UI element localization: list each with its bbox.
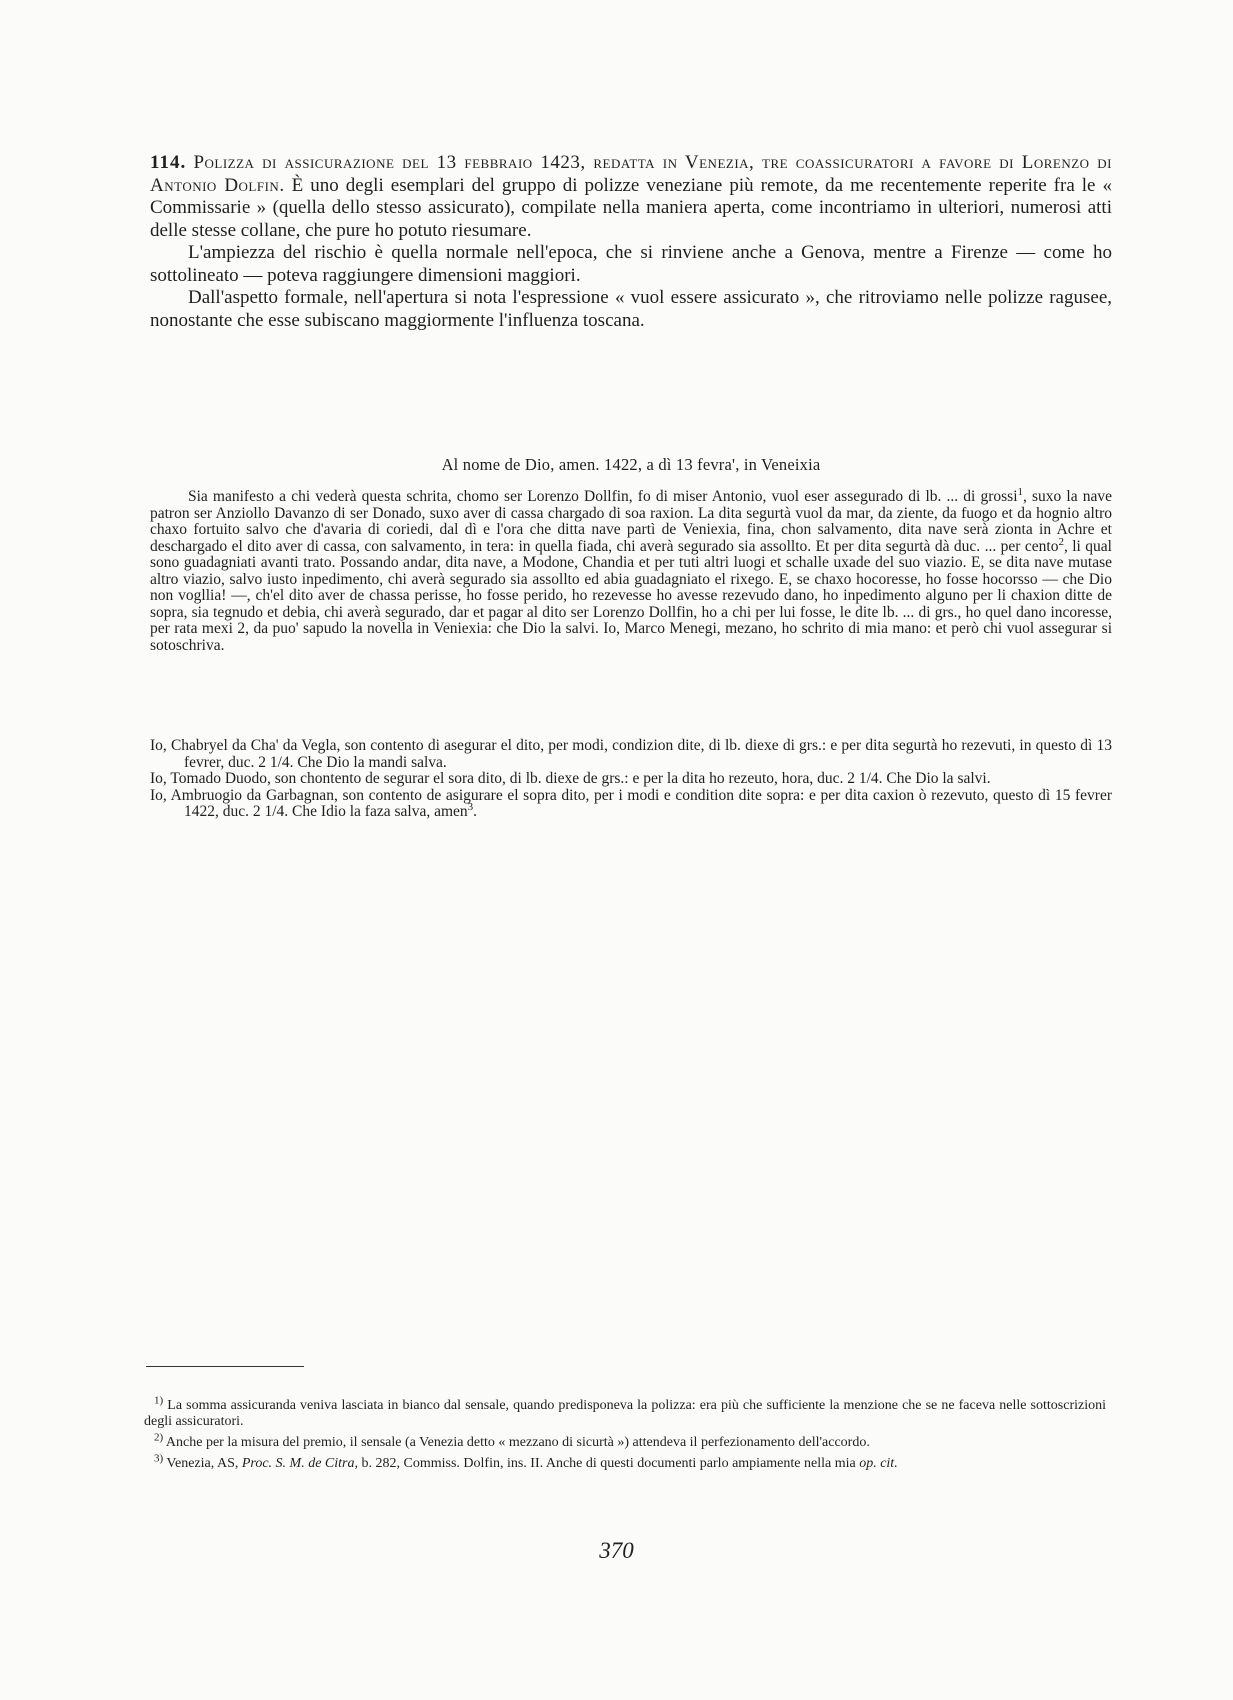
footnote-3-text-b: b. 282, Commiss. Dolfin, ins. II. Anche di questi documenti parlo ampiamente nella mia: [361, 1456, 856, 1471]
policy-text-part-1: Sia manifesto a chi vederà questa schrita, chomo ser Lorenzo Dollfin, fo di miser Antonio, vuol eser assegurado di lb. ... di grossi: [188, 488, 1018, 505]
footnote-3: [144, 1452, 1106, 1472]
heading-paragraph: [150, 152, 1112, 242]
signature-3-text: Io, Ambruogio da Garbagnan, son contento de asigurare el sopra dito, per i modi e condition dite sopra: e per dita caxion ò rezevuto, questo dì 15 fevrer 1422, duc. 2 1/4. Che Idio la faza salva, amen: [150, 786, 1112, 820]
document-title: Al nome de Dio, amen. 1422, a dì 13 fevra', in Veneixia: [441, 455, 821, 474]
footnote-2-text: Anche per la misura del premio, il sensale (a Venezia detto « mezzano di sicurtà ») attendeva il perfezionamento dell'accordo.: [165, 1435, 870, 1450]
footnote-divider: [146, 1366, 304, 1367]
footnotes: [144, 1394, 1106, 1477]
intro-paragraph-2: L'ampiezza del rischio è quella normale nell'epoca, che si rinviene anche a Genova, mentre a Firenze — come ho sottolineato — poteva raggiungere dimensioni maggiori.: [150, 242, 1112, 286]
footnote-3-mark: 3): [154, 1452, 164, 1465]
policy-text-part-3: , li qual sono guadagniati avanti trato. Possando andar, dita nave, a Modone, Chandia et per tuti altri luogi et schalle uxade del suo viazio. E, se dita nave mutase altro viazio, salvo iusto inpedimento, chi averà segurado sia assollto ed abia guadagniato el rixego. E, se chaxo hocoresse, ho fosse hocorsso — che Dio non vogllia! —, ch'el dito aver de chassa perisse, ho fosse perido, ho rezevesse ho avesse rezevudo dano, ho inpedimento alguno per li chaxion ditte de sopra, sia tegnudo et debia, chi averà segurado, dar et pagar al dito ser Lorenzo Dollfin, ho a chi per lui fosse, le dite lb. ... di grs., ho quel dano incoresse, per rata mexi 2, da puo' sapudo la novella in Veniexia: che Dio la salvi. Io, Marco Menegi, mezano, ho schrito di mia mano: et però chi vuol assegurar si sotoschriva.: [150, 537, 1112, 654]
signature-1: Io, Chabryel da Cha' da Vegla, son contento di asegurar el dito, per modi, condizion dite, di lb. diexe di grs.: e per dita segurtà ho rezevuti, in questo dì 13 fevrer, duc. 2 1/4. Che Dio la mandi salva.: [150, 737, 1112, 771]
footnote-3-citation: op. cit.: [859, 1456, 898, 1471]
introduction: [150, 152, 1112, 332]
intro-paragraph-1: È uno degli esemplari del gruppo di polizze veneziane più remote, da me recentemente reperite fra le « Commissarie » (quella dello stesso assicurato), compilate nella maniera aperta, come incontriamo in ulteriori, numerosi atti delle stesse collane, che pure ho potuto riesumare.: [150, 174, 1113, 241]
footnote-ref-1: 1: [1017, 485, 1024, 498]
footnote-1: [144, 1394, 1106, 1430]
footnote-1-mark: 1): [154, 1394, 164, 1407]
footnote-1-text: La somma assicuranda veniva lasciata in bianco dal sensale, quando predisponeva la polizza: era più che sufficiente la menzione che se ne faceva nelle sottoscrizioni degli assicuratori.: [144, 1398, 1106, 1429]
footnote-ref-2: 2: [1058, 535, 1064, 548]
signature-3: Io, Ambruogio da Garbagnan, son contento de asigurare el sopra dito, per i modi e condition dite sopra: e per dita caxion ò rezevuto, questo dì 15 fevrer 1422, duc. 2 1/4. Che Idio la faza salva, amen$^3$.: [150, 786, 1112, 820]
footnote-2: [144, 1431, 1106, 1451]
document-heading: Polizza di assicurazione del 13 febbraio 1423, redatta in Venezia, tre coassicuratori a favore di Lorenzo di Antonio Dolfin.: [150, 152, 1112, 196]
intro-paragraph-3: Dall'aspetto formale, nell'apertura si nota l'espressione « vuol essere assicurato », che ritroviamo nelle polizze ragusee, nonostante che esse subiscano maggiormente l'influenza toscana.: [150, 287, 1112, 331]
document-body: [150, 485, 1113, 654]
signature-2: Io, Tomado Duodo, son chontento de segurar el sora dito, di lb. diexe de grs.: e per la dita ho rezeuto, hora, duc. 2 1/4. Che Dio la salvi.: [150, 770, 991, 787]
footnote-3-text-a: Venezia, AS,: [166, 1456, 239, 1471]
footnote-ref-3: 3: [467, 800, 474, 813]
document-number: 114.: [150, 152, 187, 173]
signatures: [150, 738, 1112, 821]
page-number: 370: [599, 1538, 634, 1563]
policy-text-part-2: , suxo la nave patron ser Anziollo Davanzo di ser Donado, suxo aver di cassa chargado di soa raxion. La dita segurtà vuol da mar, da ziente, da fuogo et da hognio altro chaxo fortuito salvo che d'avaria di coriedi, dal dì e l'ora che ditta nave partì de Veniexia, fina, chon salvamento, dita nave serà zionta in Achre et deschargado el dito aver di cassa, con salvamento, in tera: in quella fiada, chi averà segurado sia assollto. Et per dita segurtà dà duc. ... per cento: [150, 488, 1113, 555]
footnote-3-source: Proc. S. M. de Citra,: [241, 1456, 358, 1471]
policy-text: [150, 485, 1113, 654]
footnote-2-mark: 2): [154, 1431, 164, 1444]
